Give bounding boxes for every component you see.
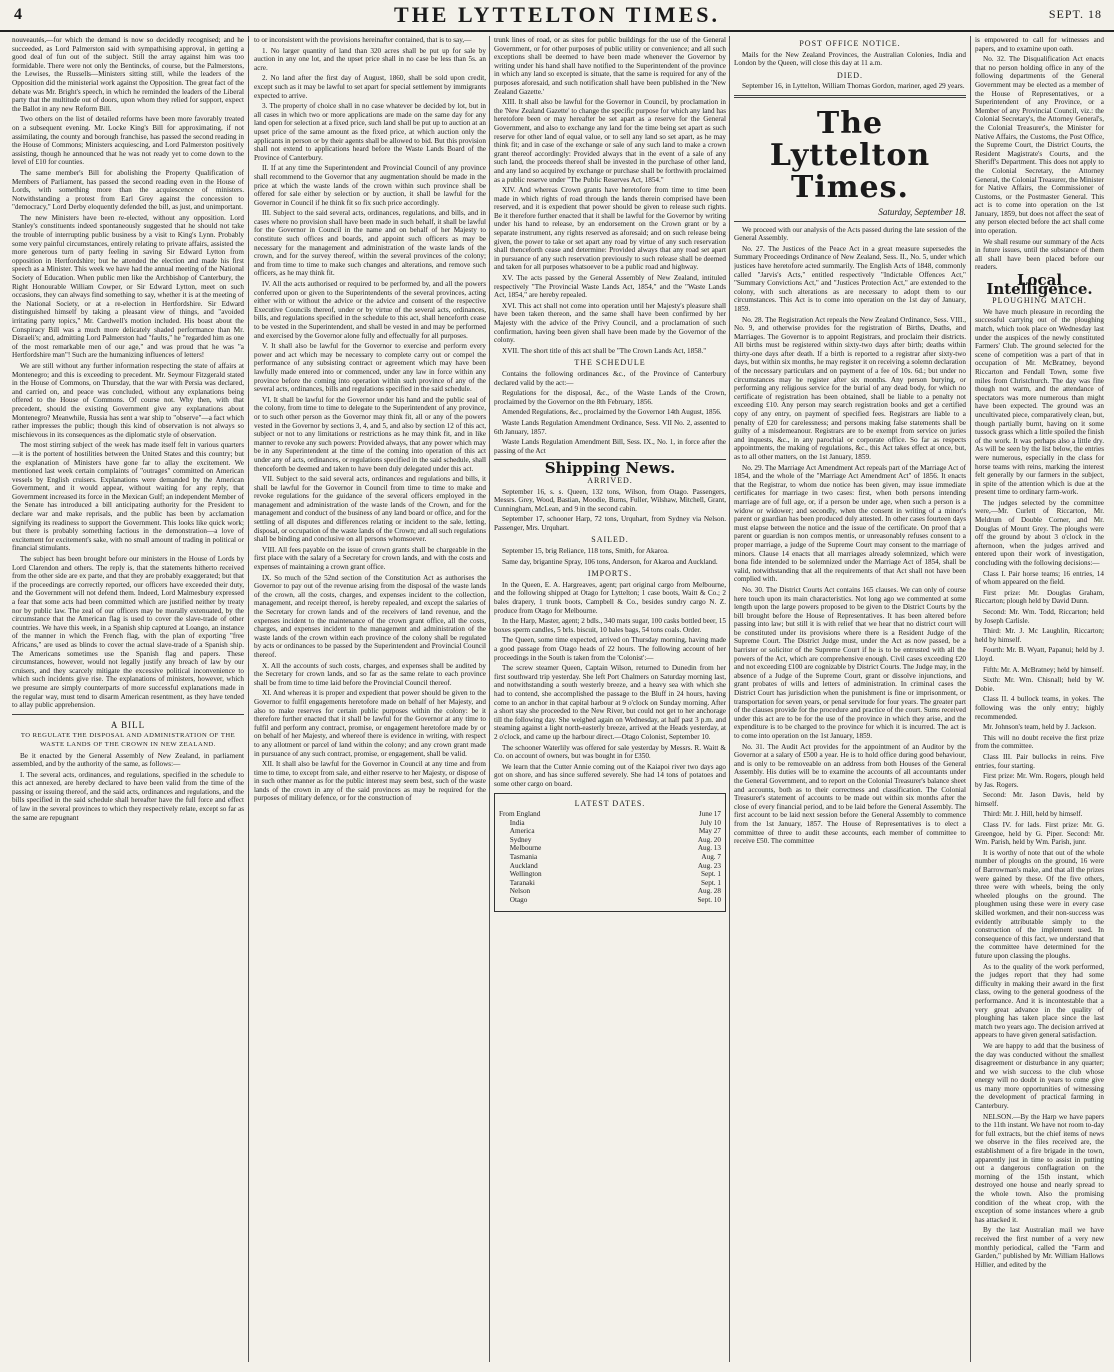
article-paragraph: The screw steamer Queen, Captain Wilson, returned to Dunedin from her first southward trip yesterday. She left Port Chalmers on Saturday morning last, and notwithstanding a south westerly breeze, and a heavy sea with which she had to contend, she accomplished the passage to the Bluff in 24 hours, having come to an anchor in that capital harbour at 9 o'clock on Sunday morning. After a short stay she proceeded to the New River, but could not get to her anchorage till the following day. She weighed again on Wednesday, at half past 3 p.m. and steaming against a light north-easterly breeze, arrived at the Heads yesterday, at 2 o'clock, and came up the harbour direct.—Otago Colonist, September 10. — [494, 664, 726, 741]
article-paragraph: IX. So much of the 52nd section of the Constitution Act as authorises the Governor to pay out of the revenue arising from the disposal of the waste lands of the crown, all the costs, charges, and expenses incident to the collection, management, and receipt thereof, is hereby repealed, and except the salaries of the Secretary for crown lands and of the receivers of land revenue, and the expenses incident to the maintenance of the crown grant office, all the costs, charges, and expenses incident to the management and administration of the waste lands of the crown within each province of the colony shall be regulated by acts or ordinances to be passed by the Superintendent and Provincial Council thereof. — [254, 573, 486, 659]
article-paragraph: VIII. All fees payable on the issue of crown grants shall be chargeable in the first place with the salary of a Secretary for crown lands, and with the costs and expenses of maintaining a crown grant office. — [254, 545, 486, 572]
dates-date: May 27 — [698, 827, 721, 836]
article-paragraph: Second: Mr. Wm. Todd, Riccarton; held by Joseph Carlisle. — [975, 608, 1104, 625]
column-rule — [729, 36, 730, 1362]
masthead-title: THE LYTTELTON TIMES. — [394, 2, 720, 27]
dates-date: Aug. 28 — [697, 887, 721, 896]
schedule-heading: THE SCHEDULE — [574, 358, 646, 368]
dates-date: July 10 — [700, 818, 721, 827]
dates-date: Sept. 1 — [701, 870, 721, 879]
article-paragraph: The judges selected by the committee were,—Mr. Curlett of Riccarton, Mr. Meldrum of Double Corner, and Mr. Douglas of Mount Grey. The ploughs were off the ground by about 3 o'clock in the afternoon, when the judges arrived and entered upon their work of investigation, concluding with the following decisions:— — [975, 498, 1104, 568]
article-paragraph: 1. No larger quantity of land than 320 acres shall be put up for sale by auction in any one lot, and the upset price shall in no case be less than 5s. an acre. — [254, 46, 486, 72]
article-paragraph: Amended Regulations, &c., proclaimed by the Governor 14th August, 1856. — [502, 408, 722, 417]
post-office-text: Mails for the New Zealand Provinces, the Australian Colonies, India and London by the Queen, will close this day at 11 a.m. — [734, 50, 966, 68]
article-paragraph: As to the quality of the work performed, the judges report that they had some difficulty in making their award in the first class, owing to the general goodness of the performance. And it is incontestable that a very great advance in the quality of ploughing has taken place since the last match two years ago. The decision arrived at appears to have given general satisfaction. — [975, 962, 1104, 1040]
article-paragraph: The most stirring subject of the week has made itself felt in various quarters—it is the portent of hostilities between the United States and this country; but the explanation of Ministers have gone far to allay the excitement. We mentioned last week certain complaints of "outrages" committed on American vessels by English cruisers. Explanations were demanded by the American Government, and it would appear, without waiting for any reply, that Government increased its force in the Mexican Gulf; an independent Member of the Senate has introduced a bill anticipating authority for the President to declare war and make reprisals, and the public has been by acclamation signifying its readiness to support the Government. This looks like quick work; but there is probably something factious in the demonstration—a love of excitement for excitement's sake, with no small amount of trading in political or financial stimulants. — [12, 441, 244, 553]
article-paragraph: The subject has been brought before our ministers in the House of Lords by Lord Clarendon and others. The reply is, that the statements hitherto received from the other side are ex parte, and that they are probably exaggerated; but that if the proceedings are correctly reported, our officers have exceeded their duty, and the Government will not defend them. Indeed, Lord Malmesbury expressed a fear that some acts had been committed which are justified neither by treaty nor by public law. The zeal of our officers may be morally extenuated, by the circumstance that the American flag is used to cover the slave-trade of other countries. We have this week, in a Spanish ship captured at Loango, an instance of the manner in which the French flag, with the plan of exporting "free Africans," are used as blinds to cover the actual slave-trade of a Spanish ship. The Americans sometimes use the Spanish flag and papers. These circumstances, however, would not legally justify any breach of law by our cruisers, and they scarcely mitigate the excessive political inconvenience to which such incidents give rise. The explanations of ministers, however, which we presume are simply counterparts of more successful explanations made in the regular way, must tend to disarm American resentment, as they have tended to allay public apprehension. — [12, 555, 244, 710]
bill-title: A BILL — [110, 719, 146, 730]
dates-place: Auckland — [499, 861, 538, 870]
article-paragraph: No. 28. The Registration Act repeals the New Zealand Ordinance, Sess. VIII., No. 9, and otherwise provides for the registration of Births, Deaths, and Marriages. The Governor is to appoint Registrars, and proclaim their districts. All births must be registered within sixty-two days after birth; deaths within thirty-one days after death. If a birth is reported to a registrar after sixty-two days, but within six months, he may register it on receiving a solemn declaration of the necessary particulars and on payment of a fee of 10s. 6d.; but under no circumstances may he register after six months. Any person burying, or performing any religious service for the burial of any dead body, for which no certificate of registration has been obtained, shall be liable to a penalty not exceeding £10. Any person may search registration books and get a certified copy of any entry, on payment of specified fees. Registrars are liable to a penalty of £20 for carelessness; and persons making false statements shall be guilty of a misdemeanour. Registrars are to be exempt from service on juries and inquests, &c., in any parochial or corporate office. So far as respects appointments, the making of regulations, &c., this Act takes effect at once, but, as to all other matters, on the 1st January, 1859. — [734, 315, 966, 461]
article-paragraph: Class III. Pair bullocks in reins. Five entries, four starting. — [975, 752, 1104, 770]
article-paragraph: Same day, brigantine Spray, 106 tons, Anderson, for Akaroa and Auckland. — [502, 557, 718, 566]
article-paragraph: XVI. This act shall not come into operation until her Majesty's pleasure shall have been taken thereon, and the same shall have been confirmed by her Majesty with the advice of the Privy Council, and a proclamation of such confirmation, having been given shall have been made by the Governor of the colony. — [494, 301, 726, 345]
article-paragraph: Class IV. for lads. First prize: Mr. G. Greengoe, held by G. Piper. Second: Mr. Wm. Parish, held by Wm. Parish, junr. — [975, 821, 1104, 847]
column-1 — [12, 36, 244, 1364]
article-paragraph: It is worthy of note that out of the whole number of ploughs on the ground, 16 were of Barrowman's make, and that all the prizes were gained by these. Of the five others, three were with wheels, being the only wheeled ploughs on the ground. The ploughmen using these were in every case skilled workmen, and their non-success was evidently attributable simply to the construction of the implement used. In consequence of this fact, we understand that the committee have determined for the future upon classing the ploughs. — [975, 848, 1104, 960]
article-paragraph: No. 32. The Disqualification Act enacts that no person holding office in any of the following departments of the General Government may be elected as a member of the House of Representatives, or a Superintendent of any Province, or a Member of any Provincial Council, viz.: the Colonial Secretary's, the Attorney General's, the Colonial Treasurer's, the Minister for Native Affairs, the Customs, the Post Office, the Supreme Court, the District Courts, the Resident Magistrate's Courts, and the Sheriff's Department. This does not apply to the Colonial Secretary, the Attorney General, the Colonial Treasurer, the Minister for Native Affairs, the Commissioner of Customs, or the Postmaster General. This act is to come into operation on the 1st January, 1859, but does not affect the seat of any person elected before the act shall come into operation. — [975, 55, 1104, 236]
arrived-heading: ARRIVED. — [587, 475, 633, 485]
article-paragraph: No. 30. The District Courts Act contains 165 clauses. We can only of course here touch upon its main characteristics. Not long ago we commented at some length upon the large powers proposed to be given to the District Courts by the bill brought before the House of Representatives. It has been altered before passing into law; but still it is with relief that we hear that no district court will be constituted under its provisions where there is a Resident Judge of the Supreme Court. The District Judge must, under the Act as now passed, be a barrister or solicitor of the Supreme Court if he is to be entrusted with all the powers of the Act, which are comprehensive enough. Civil cases exceeding £20 and not exceeding £100 are cognizable by District Courts. The Judge may, in the absence of a Judge of the Supreme Court, grant or dissolve injunctions, and grant probates of wills and letters of administration. In criminal cases the District Court has jurisdiction when the punishment is fine or imprisonment, or transportation for seven years, or penal servitude for four years. The greater part of the clauses provide for the procedure and practice of the court. Sums received under this act are to be for the use of the province in which they arise, and the expenditure is to be charged to the province for which it is incurred. The act is to come into operation on the 1st January, 1859. — [734, 585, 966, 740]
article-paragraph: Fourth: Mr. B. Wyatt, Papanui; held by J. Lloyd. — [975, 646, 1104, 663]
article-paragraph: Mr. Johnson's team, held by J. Jackson. — [983, 723, 1097, 732]
article-paragraph: I. The several acts, ordinances, and regulations, specified in the schedule to this act annexed, are hereby declared to have been valid from the time of the passing or issuing thereof, and the said acts, ordinances and regulations, and the bills specified in the said schedule shall hereafter have the full force and effect of law in the several provinces to which they respectively relate, except so far as the same are repugnant — [12, 770, 244, 822]
died-text: September 16, in Lyttelton, William Thomas Gordon, mariner, aged 29 years. — [742, 82, 965, 91]
dates-row — [499, 810, 721, 819]
ploughing-match-heading: PLOUGHING MATCH. — [992, 296, 1087, 306]
article-paragraph: Contains the following ordinances &c., of the Province of Canterbury declared valid by the act:— — [494, 369, 726, 387]
dates-date: Aug. 20 — [697, 835, 721, 844]
dates-row — [499, 853, 721, 862]
dates-place: From England — [499, 810, 541, 819]
article-paragraph: Class I. Pair horse teams; 16 entries, 14 of whom appeared on the field. — [975, 569, 1104, 587]
dates-place: India — [499, 818, 525, 827]
article-paragraph: This will no doubt receive the first prize from the committee. — [975, 733, 1104, 751]
dates-row — [499, 844, 721, 853]
article-paragraph: We proceed with our analysis of the Acts passed during the late session of the General Assembly. — [734, 225, 966, 243]
article-paragraph: III. Subject to the said several acts, ordinances, regulations, and bills, and in cases where no provision shall have been made in such behalf, it shall be lawful for the Governor in Council in the name and on behalf of her Majesty to constitute such offices and boards, and appoint such officers as may be necessary for the management and administration of the waste lands of the crown, and for the survey thereof, within the several provinces of the colony; and from time to time to make such changes and alterations, and remove such officers, as he may think fit. — [254, 209, 486, 278]
column-rule — [248, 36, 249, 1362]
article-paragraph: to or inconsistent with the provisions hereinafter contained, that is to say,— — [254, 36, 472, 44]
dates-date: Aug. 13 — [697, 844, 721, 853]
column-rule — [970, 36, 971, 1362]
article-paragraph: The new Ministers have been re-elected, without any opposition. Lord Stanley's constituents indeed spontaneously suggested that he should not take the trouble of interrupting public business by a visit to King's Lynn. Probably some very painful circumstances, entirely relating to private affairs, assisted the more generous turn of party feeling in saving Sir Edward Lytton from opposition in Hertfordshire; but he attended the election and made his first speech as a Minister. This week we have had the annual meeting of the National Society of Education. When public men like the Archbishop of Canterbury, the Right Honourable William Cowper, or Sir Edward Lytton, meet on such occasions, they can always find something to say, whether it is at the meeting of the National Society, or at a re-election in Hertfordshire. Sir Edward distinguished himself by taking a pleasant view of things, and "avoided irritating party topics," Mr. Cardwell's motion included. His boast about the Conspiracy Bill was a much more delicately shaded performance than Mr. Disraeli's; and, admitting Lord Palmerston had "faults," he "regarded him as one of the most remarkable men of our age," and was proud that he was "a Hertfordshire man"! Such are the humanizing influences of letters! — [12, 213, 244, 360]
article-paragraph: Be it enacted by the General Assembly of New Zealand, in parliament assembled, and by the authority of the same, as follows:— — [12, 751, 244, 769]
article-paragraph: First prize: Mr. Wm. Rogers, plough held by Jas. Rogers. — [975, 772, 1104, 789]
article-paragraph: V. It shall also be lawful for the Governor to exercise and perform every power and act which may be necessary to complete carry out or compel the performance of any subsisting contract or agreement which may have been lawfully made entered into or commenced, under any law in force within any province before the coming into operation within such province of any of the several acts, ordinances, bills and regulations specified in the said schedule. — [254, 342, 486, 394]
article-paragraph: The Queen, some time expected, arrived on Thursday morning, having made a good passage from Otago heads of 22 hours. The following account of her proceedings in the South is taken from the 'Colonist':— — [494, 636, 726, 662]
article-paragraph: September 17, schooner Harp, 72 tons, Urquhart, from Sydney via Nelson. Passenger, Mrs. Urquhart. — [494, 515, 726, 532]
article-paragraph: Fifth: Mr. A. McBratney; held by himself. — [983, 665, 1104, 674]
article-paragraph: 3. The property of choice shall in no case whatever be decided by lot, but in all cases in which two or more applications are made on the same day for any land open for selection at a fixed price, such land shall be put up to auction at an upset price of the same amount as the fixed price, at which auction only the applicants in person or by their agents shall be allowed to bid. But this provision shall not extend to applications heard before the Waste Lands Board of the Province of Canterbury. — [254, 102, 486, 162]
article-paragraph: Two others on the list of detailed reforms have been more favorably treated on a subsequent evening. Mr. Locke King's Bill for approximating, if not assimilating, the county and borough franchise, has passed the second reading in the House of Commons; Ministers acquiescing, and Lord Palmerston positively assisting, though he announced that he was not ready yet to come down to the level of £10 for counties. — [12, 115, 244, 167]
article-paragraph: No. 27. The Justices of the Peace Act in a great measure supersedes the Summary Proceedings Ordinance of New Zealand, Sess. II., No. 5, under which justices have heretofore acted summarily. The English Acts of 1848, commonly called "Jarvis's Acts," entitled respectively "Indictable Offences Act," "Summary Convictions Act," and "Justices Protection Act," are extended to the colony, with such alterations as are necessary to adopt them to our circumstances. This Act is to come into operation on the 1st day of January, 1859. — [734, 244, 966, 313]
article-paragraph: By the last Australian mail we have received the first number of a very new monthly periodical, called the "Farm and Garden," published by Mr. William Hallows Hillier, and edited by the — [975, 1226, 1104, 1269]
dates-place: Wellington — [499, 870, 542, 879]
article-paragraph: September 16, s. s. Queen, 132 tons, Wilson, from Otago. Passengers, Messrs. Grey, Wood, Bastian, Moodie, Burns, Fuller, Wilshaw, Mitchell, Grant, Cunningham, McLean, and 9 in the second cabin. — [494, 487, 726, 513]
article-paragraph: Second: Mr. Jason Davis, held by himself. — [975, 791, 1104, 808]
article-paragraph: is empowered to call for witnesses and papers, and to examine upon oath. — [975, 36, 1104, 53]
article-paragraph: Waste Lands Regulation Amendment Bill, Sess. IX., No. 1, in force after the passing of the Act — [494, 438, 726, 455]
article-paragraph: VII. Subject to the said several acts, ordinances and regulations and bills, it shall be lawful for the Governor in Council from time to time to make and revoke regulations for the guidance of the several officers employed in the management and administration of the waste lands of the Crown, and for the management and conduct of the business of any land board or office, and for the settling of all disputes and differences relating or incident to the sale, letting, disposal, or occupation of the waste lands of the Crown; and all such regulations shall be binding and conclusive on all persons whomsoever. — [254, 475, 486, 544]
dates-place: Nelson — [499, 887, 531, 896]
article-paragraph: NELSON.—By the Harp we have papers to the 11th instant. We have not room to-day for full extracts, but the chief items of news we observe in the files received are, the establishment of a fire brigade in the town, apparently just in time to assist in putting out a dangerous conflagration on the morning of the 15th instant, which destroyed one house and nearly spread to the whole town. Also the promising condition of the wheat crop, with the exception of some instances where a grub has attacked it. — [975, 1112, 1104, 1224]
post-office-heading: POST OFFICE NOTICE. — [799, 39, 901, 48]
article-paragraph: We are happy to add that the business of the day was conducted without the smallest disagreement or disturbance in any quarter; and we wish success to the club whose energy will no doubt in years to come give us many more opportunities of witnessing the development of practical farming in Canterbury. — [975, 1041, 1104, 1111]
article-paragraph: XII. It shall also be lawful for the Governor in Council at any time and from time to time, to except from sale, and either reserve to her Majesty, or dispose of in such other manner as for the public interest may seem best, such of the waste lands of the crown in any of the said provinces as may be required for the purposes of military defence, or for the construction of — [254, 760, 486, 803]
article-paragraph: The schooner Waterlily was offered for sale yesterday by Messrs. R. Waitt & Co. on account of owners, but was bought in for £350. — [494, 743, 726, 761]
article-paragraph: No. 29. The Marriage Act Amendment Act repeals part of the Marriage Act of 1854, and the whole of the "Marriage Act Amendment Act" of 1856. It enacts that the Registrar, to whom due notice has been given, may issue immediate certificates for marriage in two cases: first, when both persons intending marriage are of full age, or, if a person be under age, when such a person is a widow or widower; and secondly, when the consent in writing of a minor's parent or guardian has been produced duly attested. In other cases fourteen days must elapse between the notice and the issue of the certificate. On proof that a parent or guardian is non compos mentis, or unreasonably refuses consent to a proper marriage, a judge of the Supreme Court may consent to the marriage of minors. Clause 14 enacts that all marriages already solemnized, which were bona fide intended to be solemnized under the Marriage Act of 1854, shall be valid, notwithstanding that all the requirements of that Act shall not have been complied with. — [734, 463, 966, 584]
article-paragraph: Regulations for the disposal, &c., of the Waste Lands of the Crown, proclaimed by the Governor on the 8th February, 1856. — [494, 389, 726, 406]
dates-row — [499, 879, 721, 888]
dates-row — [499, 819, 721, 828]
page-header — [0, 0, 1114, 32]
header-date: SEPT. 18 — [1048, 7, 1102, 21]
article-paragraph: X. All the accounts of such costs, charges, and expenses shall be audited by the Secretary for crown lands, and so far as the same relate to each province shall be from time to time laid before the Provincial Council thereof. — [254, 661, 486, 687]
article-paragraph: We are still without any further information respecting the state of affairs at Montenegro; and this is exceeding to precedent. Mr. Seymour Fitzgerald stated in the House of Commons, on Thursday, that the war with Persia was declared, and carried on, and peace was concluded, without any explanations being offered to the House of Commons. Of course not. Why then, with that precedent, should the existing Government give any explanations about Montenegro? Meanwhile, Russia has sent a war ship to "observe"—a fact which rather impresses the public; though this kind of observation is not always so mischievous in its consequences as the diplomatic style of observation. — [12, 361, 244, 439]
bill-subtitle: TO REGULATE THE DISPOSAL AND ADMINISTRATION OF THE WASTE LANDS OF THE CROWN IN NEW ZEALAND. — [20, 732, 236, 748]
article-paragraph: September 15, brig Reliance, 118 tons, Smith, for Akaroa. — [502, 547, 669, 556]
imports-heading: IMPORTS. — [587, 569, 633, 579]
dates-date: Sept. 10 — [697, 896, 721, 905]
article-paragraph: Class II. 4 bullock teams, in yokes. The following was the only entry; highly recommended. — [975, 695, 1104, 721]
article-paragraph: XV. The acts passed by the General Assembly of New Zealand, intituled respectively "The Provincial Waste Lands Act, 1854," and the "Waste Lands Act, 1854," are hereby repealed. — [494, 274, 726, 300]
page-number: 4 — [14, 6, 22, 23]
article-paragraph: The same member's Bill for abolishing the Property Qualification of Members of Parliament, has passed the second reading even in the House of Lords, with something more than the acquiescence of ministers. Notwithstanding a protest from Earl Grey against the concession to "democracy," Lord Derby eloquently defended the bill, as just, and unimportant. — [12, 168, 244, 212]
latest-dates-heading: LATEST DATES. — [574, 798, 646, 808]
dates-row — [499, 827, 721, 836]
dates-date: Sept. 1 — [701, 878, 721, 887]
editorial-masthead: The Lyttelton Times. — [769, 105, 931, 205]
column-rule — [489, 36, 490, 1362]
dates-row — [499, 887, 721, 896]
column-4 — [734, 36, 966, 1364]
dates-date: Aug. 7 — [701, 853, 721, 862]
article-paragraph: We shall resume our summary of the Acts in future issues, until the substance of them all shall have been placed before our readers. — [975, 237, 1104, 272]
dates-date: June 17 — [698, 810, 721, 819]
article-paragraph: No. 31. The Audit Act provides for the appointment of an Auditor by the Governor at a salary of £500 a year. He is to hold office during good behaviour, and is only to be removeable on an address from both Houses of the General Assembly. His duties will be to examine the accounts of all accountants under the General Government, and to report on the Colonial Treasurer's balance sheet and accounts, both as to their correctness and classification. The Colonial Treasurer's statement of accounts to be made out within six months after the close of every financial period, and to be laid before the General Assembly. The first account to be laid next session before the General Assembly to commence from the 1st January, 1857. The House of Representatives is to elect a committee of three to audit these accounts, each member of committee to receive £50. The committee — [734, 742, 966, 846]
article-paragraph: We learn that the Cutter Annie coming out of the Kaiapoi river two days ago got on shore, and has since suffered severely. She had 14 tons of potatoes and some other cargo on board. — [494, 762, 726, 788]
article-paragraph: trunk lines of road, or as sites for public buildings for the use of the General Government, or for other purposes of public utility or convenience; and all such exceptions shall be deemed to have been made whenever the Governor by writing under his hand shall have notified to the Superintendent of the province in which any land so excepted is situate, that the same is required for any of the purposes aforesaid, and such notification shall have been published in the 'New Zealand Gazette.' — [494, 36, 726, 96]
article-paragraph: VI. It shall be lawful for the Governor under his hand and the public seal of the colony, from time to time to delegate to the Superintendent of any province, or to such other person as the Governor may think fit, all or any of the powers vested in the Governor by sections 3, 4, and 5, and also by section 12 of this act, subject or not to any limitations or restrictions as he may think fit, and in like manner to revoke any such powers: Provided always, that any power which may be in any Superintendent at the time of the coming into operation of this act under any of acts, ordinances, or regulations specified in the said schedule, shall thenceforth be deemed and taken to have been duly delegated under this act. — [254, 395, 486, 473]
divider — [734, 95, 966, 98]
latest-dates-box — [494, 793, 726, 912]
article-paragraph: Third: Mr. J. Mc Laughlin, Riccarton; held by himself. — [975, 627, 1104, 644]
article-paragraph: XI. And whereas it is proper and expedient that power should be given to the Governor to fulfil engagements heretofore made on behalf of her Majesty, and also to make reserves for certain public purposes within the colony: be it therefore further enacted that it shall be lawful for the Governor at any time to fulfil and perform any contract, promise, or engagement heretofore made by or on behalf of her Majesty, and whereof there is evidence in writing, with respect to any allotment or parcel of land within the colony; and any crown grant made in pursuance of any such contract, promise, or engagement, shall be valid. — [254, 689, 486, 758]
dates-row — [499, 896, 721, 905]
divider — [12, 714, 244, 715]
article-paragraph: First prize: Mr. Douglas Graham, Riccarton; plough held by David Dunn. — [975, 588, 1104, 606]
article-paragraph: We have much pleasure in recording the successful carrying out of the ploughing match, which took place on Wednesday last under the auspices of the newly constituted Farmers' Club. The ground selected for the scene of competition was a part of that in occupation of Mr. McBratney, beyond Riccarton and Fendall Town, some five miles from Christchurch. The day was fine though not warm, and the attendance of spectators was more numerous than might have been expected. The ground was an uncultivated piece, comparatively clean, but, though partially burnt, having on it some tussock grass which a little spoiled the finish of the work. It was perhaps also a little dry. As will be seen by the list below, the entries were numerous, especially in the class for horse teams with reins, marking the interest felt generally by our farmers in the subject, in spite of the attention which is due at the present time to ordinary farm-work. — [975, 307, 1104, 497]
local-intelligence-heading: Local Intelligence. — [986, 271, 1093, 298]
died-heading: DIED. — [836, 70, 864, 80]
article-paragraph: IV. All the acts authorised or required to be performed by, and all the powers conferred upon or given to the Superintendents of the several provinces, acting either with or without the advice or the advice and consent of the respective Executive Councils thereof, under or by virtue of the several acts, ordinances, bills, and regulations specified in the schedule to this act, shall henceforth cease to be vested in the Superintendent, and shall be vested in and may be performed and exercised by the Governor alone fully and effectually for all purposes. — [254, 280, 486, 340]
dates-place: Otago — [499, 896, 528, 905]
article-paragraph: Waste Lands Regulation Amendment Ordinance, Sess. VII No. 2, assented to 6th January, 1857. — [494, 418, 726, 436]
dates-row — [499, 862, 721, 871]
article-paragraph: 2. No land after the first day of August, 1860, shall be sold upon credit, except such as it may be lawful to set apart for special settlement by immigrants expected to arrive. — [254, 74, 486, 100]
article-paragraph: XIII. It shall also be lawful for the Governor in Council, by proclamation in the 'New Zealand Gazette' to change the specific purpose for which any land has heretofore been or may hereafter be set apart as a reserve for the General Government, and also to exchange any land for the time being set apart as such reserve for other land of equal value, or to sell any land so set apart, as he may think fit; and in case of the exchange or sale of any such land to make a crown grant thereof accordingly: Provided always that in the event of a sale of any such land, the proceeds thereof shall be invested in the purchase of other land, and any land so acquired by exchange or purchase shall be forthwith proclaimed as a public reserve under "The Public Reserves Act, 1854." — [494, 98, 726, 184]
shipping-news-heading: Shipping News. — [544, 459, 676, 478]
article-paragraph: XVII. The short title of this act shall be "The Crown Lands Act, 1858." — [502, 346, 707, 355]
dates-row — [499, 836, 721, 845]
latest-dates-table — [499, 810, 721, 905]
dates-place: Sydney — [499, 835, 532, 844]
dates-date: Aug. 23 — [697, 861, 721, 870]
divider — [734, 221, 966, 222]
article-paragraph: Sixth: Mr. Wm. Chisnall; held by W. Dobie. — [975, 676, 1104, 693]
article-paragraph: nouveautés,—for which the demand is now so decidedly recognised; and he succeeded, as Lord Palmerston said with sympathising approval, in getting a good deal of fun out of the subject. Still the array against him was too formidable. There were not only the Bentincks, of course, but the Palmerstons, the Lewises, the Russells—Ministers sitting still, while the leaders of the Opposition did the ministerial work against the Opposition. The great fact of the debate was Mr. Bright's speech, in which he reminded the leaders of the Liberal party that the multitude out of doors, upon whom they relied for support, expect the Ballot in any new Reform Bill. — [12, 36, 244, 113]
article-paragraph: In the Queen, E. A. Hargreaves, agent; part original cargo from Melbourne, and the following shipped at Otago for Lyttelton; 1 case boots, Waitt & Co.; 2 bales drapery, 1 trunk boots, Campbell & Co., besides sundry cargo N. Z. produce from Otago for Melbourne. — [494, 580, 726, 615]
dates-place: Taranaki — [499, 878, 535, 887]
article-paragraph: XIV. And whereas Crown grants have heretofore from time to time been made in which rights of road through the lands therein comprised have been reserved, and it is expedient that power should be given to release such rights. Be it therefore further enacted that it shall be lawful for the Governor by writing under his hand to release, by an endorsement on the Crown grant or by a separate instrument, any rights reserved as aforesaid; and on such release being given, the power to take or set apart any road by virtue of any such reservation shall thenceforth cease and determine: Provided always that any road set apart in pursuance of any such reservation previously to such release shall be deemed and taken for all purposes whatsoever to be a public road and highway. — [494, 186, 726, 272]
article-paragraph: In the Harp, Master, agent; 2 bdls., 340 mats sugar, 100 casks bottled beer, 15 boxes sperm candles, 5 brls. biscuit, 10 bales bags, 54 tons coals. Order. — [494, 617, 726, 634]
dates-row — [499, 870, 721, 879]
article-paragraph: II. If at any time the Superintendent and Provincial Council of any province shall recommend to the Governor that any augmentation should be made in the price at which the waste lands of the crown within such province shall be offered for sale either by selection or by auction, it shall be lawful for the Governor in Council if he think fit so fix such price accordingly. — [254, 164, 486, 207]
column-2 — [254, 36, 486, 1364]
column-3 — [494, 36, 726, 1364]
column-5 — [975, 36, 1104, 1364]
dates-place: Melbourne — [499, 844, 542, 853]
dates-place: Tasmania — [499, 853, 538, 862]
editorial-date: Saturday, September 18. — [878, 206, 966, 217]
article-paragraph: Third: Mr. J. Hill, held by himself. — [983, 810, 1083, 819]
sailed-heading: SAILED. — [591, 535, 629, 545]
dates-place: America — [499, 827, 535, 836]
